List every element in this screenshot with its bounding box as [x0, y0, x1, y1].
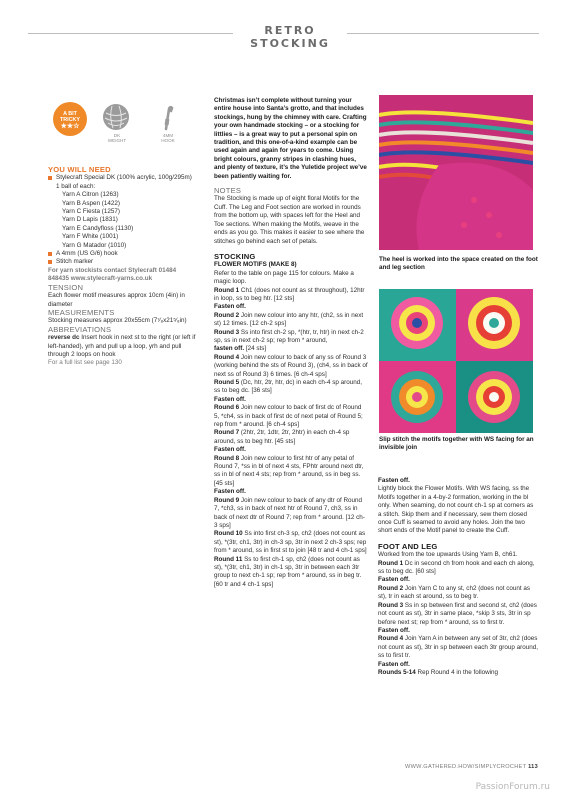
round-label: Round 7 — [214, 429, 240, 437]
abbreviation-term: reverse dc — [48, 334, 80, 342]
list-item: Yarn C Fiesta (1257) — [62, 208, 120, 216]
hook-size-label — [152, 133, 184, 144]
round-label: Round 3 — [214, 328, 240, 336]
round-text: Ss into first ch-2 sp, *(htr, tr, htr) in next ch-2 sp, ss in next ch-2 sp; rep from * around, — [214, 328, 364, 344]
motifs-photo — [379, 289, 533, 433]
round-label: Round 10 — [214, 530, 243, 538]
round-label: Rounds 5-14 — [378, 668, 416, 676]
abbreviation-definition: Insert hook in next st to the right (or left if left-handed), yrh and pull up a loop, yrh and pull through 2 loops on hook — [48, 334, 196, 358]
round-text: Join new colour into any htr, (ch2, ss in next st) 12 times. [12 ch-2 sps] — [214, 311, 364, 328]
stocking-intro: Refer to the table on page 115 for colours. Make a magic loop. — [214, 269, 354, 286]
round-text: Dc in second ch from hook and each ch along, ss to beg dc. [60 sts] — [378, 559, 535, 576]
pattern-round — [214, 429, 368, 446]
page-number: 113 — [528, 764, 538, 770]
yarn-ball-icon — [103, 104, 129, 130]
pattern-round — [214, 345, 368, 353]
pattern-round — [378, 602, 538, 627]
round-text: Join new colour to back of first dc of Round 5, *ch4, ss in back of first dc of next petal of Round 5; rep from * around. [6 ch-4 sps] — [214, 404, 363, 429]
notes-heading: NOTES — [214, 186, 242, 196]
round-label: Fasten off. — [378, 626, 410, 634]
round-label: Round 3 — [378, 601, 404, 609]
list-item: Yarn F White (1001) — [62, 233, 119, 241]
right-column — [378, 477, 538, 677]
pattern-round — [214, 303, 368, 311]
stockists-contact[interactable]: For yarn stockists contact Stylecraft 01484 848435 www.stylecraft-yarns.co.uk — [48, 266, 177, 283]
list-item: Yarn D Lapis (1831) — [62, 216, 118, 224]
materials-list — [48, 174, 198, 266]
header-rule-right — [347, 33, 539, 34]
pattern-round — [214, 396, 368, 404]
foot-leg-rounds — [378, 560, 538, 678]
pattern-round — [378, 661, 538, 669]
round-text: Ch1 (does not count as st throughout), 12htr in loop, ss to beg htr. [12 sts] — [214, 286, 365, 302]
round-label: Round 1 — [378, 559, 404, 567]
round-text: [24 sts] — [244, 345, 267, 353]
weight-line-1: DK — [113, 133, 121, 138]
pattern-round — [378, 669, 538, 677]
round-label: Round 8 — [214, 454, 240, 462]
stocking-heading: STOCKING — [214, 251, 256, 261]
round-label: Round 11 — [214, 555, 243, 563]
page-footer — [392, 764, 538, 770]
round-text: Ss to first ch-1 sp, ch2 (does not count as st), *(3tr, ch1, 3tr) in ch-1 sp, 3tr in between each 3tr group to next ch-1 sp; rep from * around, ss in beg tr. [60 tr and 4 ch-1 sps] — [214, 555, 362, 588]
left-column — [48, 166, 198, 368]
round-label: fasten off. — [214, 345, 245, 353]
foot-and-leg-heading: FOOT AND LEG — [378, 541, 438, 551]
flower-motifs-subheading: FLOWER MOTIFS (MAKE 8) — [214, 261, 297, 269]
project-info-badges — [53, 102, 193, 150]
difficulty-stars: ★★☆ — [60, 123, 80, 130]
page-header-title: RETRO STOCKING — [250, 24, 330, 50]
list-item: A 4mm (US G/6) hook — [48, 250, 198, 258]
round-text: Ss into first ch-3 sp, ch2 (does not count as st), *(3tr, ch1, 3tr) in ch-3 sp, 3tr in next 2 ch-3 sps; rep from * around, ss in first st to join [48 tr and 4 ch-1 sps] — [214, 530, 367, 555]
abbreviation-entry — [48, 334, 198, 359]
yarn-weight-label — [102, 133, 132, 144]
middle-column — [214, 97, 368, 589]
watermark: PassionForum.ru — [475, 782, 550, 792]
pattern-round — [214, 446, 368, 454]
pattern-round — [214, 354, 368, 379]
fasten-off-label: Fasten off. — [378, 477, 410, 484]
hook-line-1: 4MM — [162, 133, 174, 138]
pattern-round — [378, 560, 538, 577]
round-label: Fasten off. — [378, 576, 410, 584]
hook-line-2: HOOK — [161, 138, 175, 144]
round-label: Round 9 — [214, 496, 240, 504]
pattern-round — [214, 329, 368, 346]
round-label: Round 2 — [214, 311, 240, 319]
round-label: Round 5 — [214, 379, 240, 386]
measurements-heading: MEASUREMENTS — [48, 307, 115, 317]
round-label: Fasten off. — [214, 446, 246, 454]
round-label: Round 6 — [214, 404, 240, 412]
abbreviations-full-list: For a full list see page 130 — [48, 359, 122, 367]
tension-text: Each flower motif measures approx 10cm (4in) in diameter — [48, 292, 185, 308]
round-label: Round 4 — [214, 353, 240, 361]
pattern-round — [214, 488, 368, 496]
round-text: Join new colour to back of any dtr of Round 7, *ch3, ss in back of next htr of Round 7, ch3, ss in back of next dtr of Round 7; rep from * around. [12 ch-3 sps] — [214, 496, 365, 529]
difficulty-label: A BIT TRICKY — [59, 111, 81, 123]
pattern-round — [214, 530, 368, 555]
round-text: Join Yarn C to any st, ch2 (does not count as st), tr in each st around, ss to beg tr. — [378, 584, 531, 601]
pattern-round — [214, 379, 368, 396]
list-item: Yarn B Aspen (1422) — [62, 199, 120, 207]
measurements-text: Stocking measures approx 20x55cm (7⁷⁄₈x21⁵⁄₈in) — [48, 317, 187, 325]
list-item: Stitch marker — [48, 258, 198, 266]
abbreviations-heading: ABBREVIATIONS — [48, 324, 112, 334]
foot-and-leg-intro: Worked from the toe upwards Using Yarn B, ch61. — [378, 551, 518, 559]
round-text: Rep Round 4 in the following — [415, 668, 499, 676]
pattern-round — [214, 455, 368, 489]
pattern-round — [214, 312, 368, 329]
pattern-round — [214, 556, 368, 590]
round-label: Fasten off. — [214, 488, 246, 496]
round-label: Round 2 — [378, 584, 404, 592]
difficulty-badge — [53, 102, 87, 136]
pattern-round — [378, 576, 538, 584]
blocking-text: Lightly block the Flower Motifs. With WS facing, ss the Motifs together in a 4-by-2 formation, working in the bl only. When seaming, do not count ch-1 sp at corners as a stitch. Skip them and if necessary, sew them closed once Cuff is seamed to avoid any holes. Join the two short ends of the Motif panel to create the Cuff. — [378, 485, 534, 535]
pattern-round — [214, 404, 368, 429]
pattern-round — [378, 635, 538, 660]
list-item: Yarn G Matador (1010) — [62, 241, 127, 249]
heel-photo-caption: The heel is worked into the space created on the foot and leg section — [379, 256, 538, 272]
round-text: (Dc, htr, 2tr, htr, dc) in each ch-4 sp around, ss to beg dc. [36 sts] — [214, 379, 363, 395]
tension-heading: TENSION — [48, 282, 84, 292]
footer-url[interactable]: WWW.GATHERED.HOW/SIMPLYCROCHET — [405, 764, 527, 770]
heel-photo — [379, 95, 533, 250]
weight-line-2: WEIGHT — [107, 138, 127, 144]
motifs-photo-caption: Slip stitch the motifs together with WS facing for an invisible join — [379, 436, 534, 452]
round-text: (2htr, 2tr, 1dtr, 2tr, 2htr) in each ch-4 sp around, ss to beg htr. [45 sts] — [214, 429, 350, 445]
pattern-round — [378, 585, 538, 602]
round-text: Join new colour to back of any ss of Round 3 (working behind the sts of Round 3), (ch4, ss in back of next ss of Round 3) 6 times. [6 ch-4 sps] — [214, 353, 368, 378]
list-item: Stylecraft Special DK (100% acrylic, 100g/295m) — [48, 174, 198, 182]
round-label: Fasten off. — [378, 660, 410, 668]
crochet-hook-icon — [154, 105, 182, 131]
round-label: Fasten off. — [214, 395, 246, 403]
pattern-round — [378, 627, 538, 635]
round-label: Round 1 — [214, 286, 240, 294]
pattern-round — [214, 497, 368, 531]
list-item: Yarn A Citron (1263) — [62, 191, 119, 199]
round-text: Join new colour to first htr of any petal of Round 7, *ss in bl of next 4 sts, FPhtr around next dtr, ss in bl of next 4 sts; rep from * around, ss in beg ss. [45 sts] — [214, 454, 364, 487]
round-text: Ss in sp between first and second st, ch2 (does not count as st), 3tr in same place, *skip 3 sts, 3tr in sp before next st; rep from * around, ss to first tr. — [378, 601, 537, 626]
list-item: Yarn E Candyfloss (1130) — [62, 224, 134, 232]
notes-text: The Stocking is made up of eight floral Motifs for the Cuff. The Leg and Foot section are worked in rounds from the bottom up, with spaces left for the Heel and Toe sections. When making the Motifs, weave in the ends as you go. This makes it easier to see where the stitches go behind each set of petals. — [214, 195, 365, 245]
pattern-round — [214, 287, 368, 304]
header-rule-left — [28, 33, 233, 34]
round-text: Join Yarn A in between any set of 3tr, ch2 (does not count as st), 3tr in sp between each 3tr group around, ss to first tr. — [378, 635, 538, 660]
pattern-rounds — [214, 287, 368, 590]
round-label: Fasten off. — [214, 303, 246, 311]
intro-paragraph: Christmas isn’t complete without turning your entire house into Santa’s grotto, and that includes stockings, hung by the chimney with care. Crafting your own handmade stocking – or a stocking for littlies – is a great way to put a personal spin on tradition, and this one-of-a-kind example can be used again and again for years to come. Using bright colours, granny stripes in clashing hues, and plenty of texture, it’s the Yuletide project we’ve been patiently waiting for. — [214, 97, 367, 180]
you-will-need-heading: YOU WILL NEED — [48, 165, 111, 174]
list-item: 1 ball of each: — [56, 182, 96, 190]
round-label: Round 4 — [378, 635, 404, 643]
